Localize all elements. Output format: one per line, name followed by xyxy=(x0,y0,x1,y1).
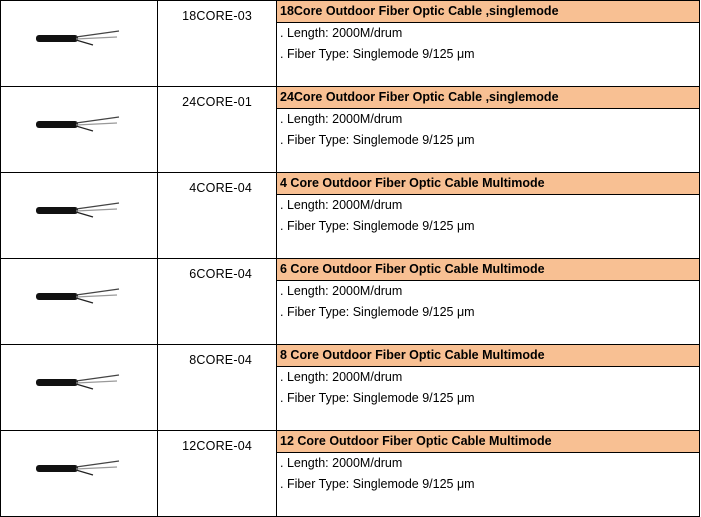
product-code-cell xyxy=(158,431,277,517)
product-fiber-type: . Fiber Type: Singlemode 9/125 μm xyxy=(280,476,475,491)
product-code: 4CORE-04 xyxy=(189,181,252,195)
product-fiber-type: . Fiber Type: Singlemode 9/125 μm xyxy=(280,304,475,319)
product-image-cell xyxy=(1,1,158,87)
product-description-cell xyxy=(277,1,700,87)
product-length: . Length: 2000M/drum xyxy=(280,284,403,298)
table-row xyxy=(1,1,700,87)
product-code-cell xyxy=(158,173,277,259)
table-row xyxy=(1,259,700,345)
table-row xyxy=(1,87,700,173)
product-code: 6CORE-04 xyxy=(189,267,252,281)
product-title: 6 Core Outdoor Fiber Optic Cable Multimode xyxy=(277,259,699,281)
product-description-cell xyxy=(277,259,700,345)
fiber-cable-icon xyxy=(31,23,131,53)
product-code: 12CORE-04 xyxy=(182,439,252,453)
product-length: . Length: 2000M/drum xyxy=(280,26,403,40)
product-description-cell xyxy=(277,431,700,517)
product-fiber-type: . Fiber Type: Singlemode 9/125 μm xyxy=(280,390,475,405)
product-code: 8CORE-04 xyxy=(189,353,252,367)
product-title: 8 Core Outdoor Fiber Optic Cable Multimode xyxy=(277,345,699,367)
product-image-cell xyxy=(1,259,158,345)
product-length: . Length: 2000M/drum xyxy=(280,456,403,470)
product-length: . Length: 2000M/drum xyxy=(280,112,403,126)
product-fiber-type: . Fiber Type: Singlemode 9/125 μm xyxy=(280,132,475,147)
table-row xyxy=(1,173,700,259)
fiber-cable-icon xyxy=(31,453,131,483)
product-image-cell xyxy=(1,345,158,431)
product-image-cell xyxy=(1,87,158,173)
fiber-cable-icon xyxy=(31,281,131,311)
product-description-cell xyxy=(277,173,700,259)
product-code: 18CORE-03 xyxy=(182,9,252,23)
product-image-cell xyxy=(1,173,158,259)
product-title: 24Core Outdoor Fiber Optic Cable ,singlemode xyxy=(277,87,699,109)
table-row xyxy=(1,431,700,517)
product-code: 24CORE-01 xyxy=(182,95,252,109)
product-title: 18Core Outdoor Fiber Optic Cable ,singlemode xyxy=(277,1,699,23)
product-code-cell xyxy=(158,259,277,345)
product-length: . Length: 2000M/drum xyxy=(280,370,403,384)
product-length: . Length: 2000M/drum xyxy=(280,198,403,212)
product-image-cell xyxy=(1,431,158,517)
product-fiber-type: . Fiber Type: Singlemode 9/125 μm xyxy=(280,218,475,233)
product-code-cell xyxy=(158,345,277,431)
fiber-cable-icon xyxy=(31,109,131,139)
product-title: 12 Core Outdoor Fiber Optic Cable Multimode xyxy=(277,431,699,453)
product-code-cell xyxy=(158,87,277,173)
product-code-cell xyxy=(158,1,277,87)
table-row xyxy=(1,345,700,431)
product-description-cell xyxy=(277,345,700,431)
product-description-cell xyxy=(277,87,700,173)
product-fiber-type: . Fiber Type: Singlemode 9/125 μm xyxy=(280,46,475,61)
fiber-cable-icon xyxy=(31,195,131,225)
product-title: 4 Core Outdoor Fiber Optic Cable Multimode xyxy=(277,173,699,195)
fiber-cable-icon xyxy=(31,367,131,397)
